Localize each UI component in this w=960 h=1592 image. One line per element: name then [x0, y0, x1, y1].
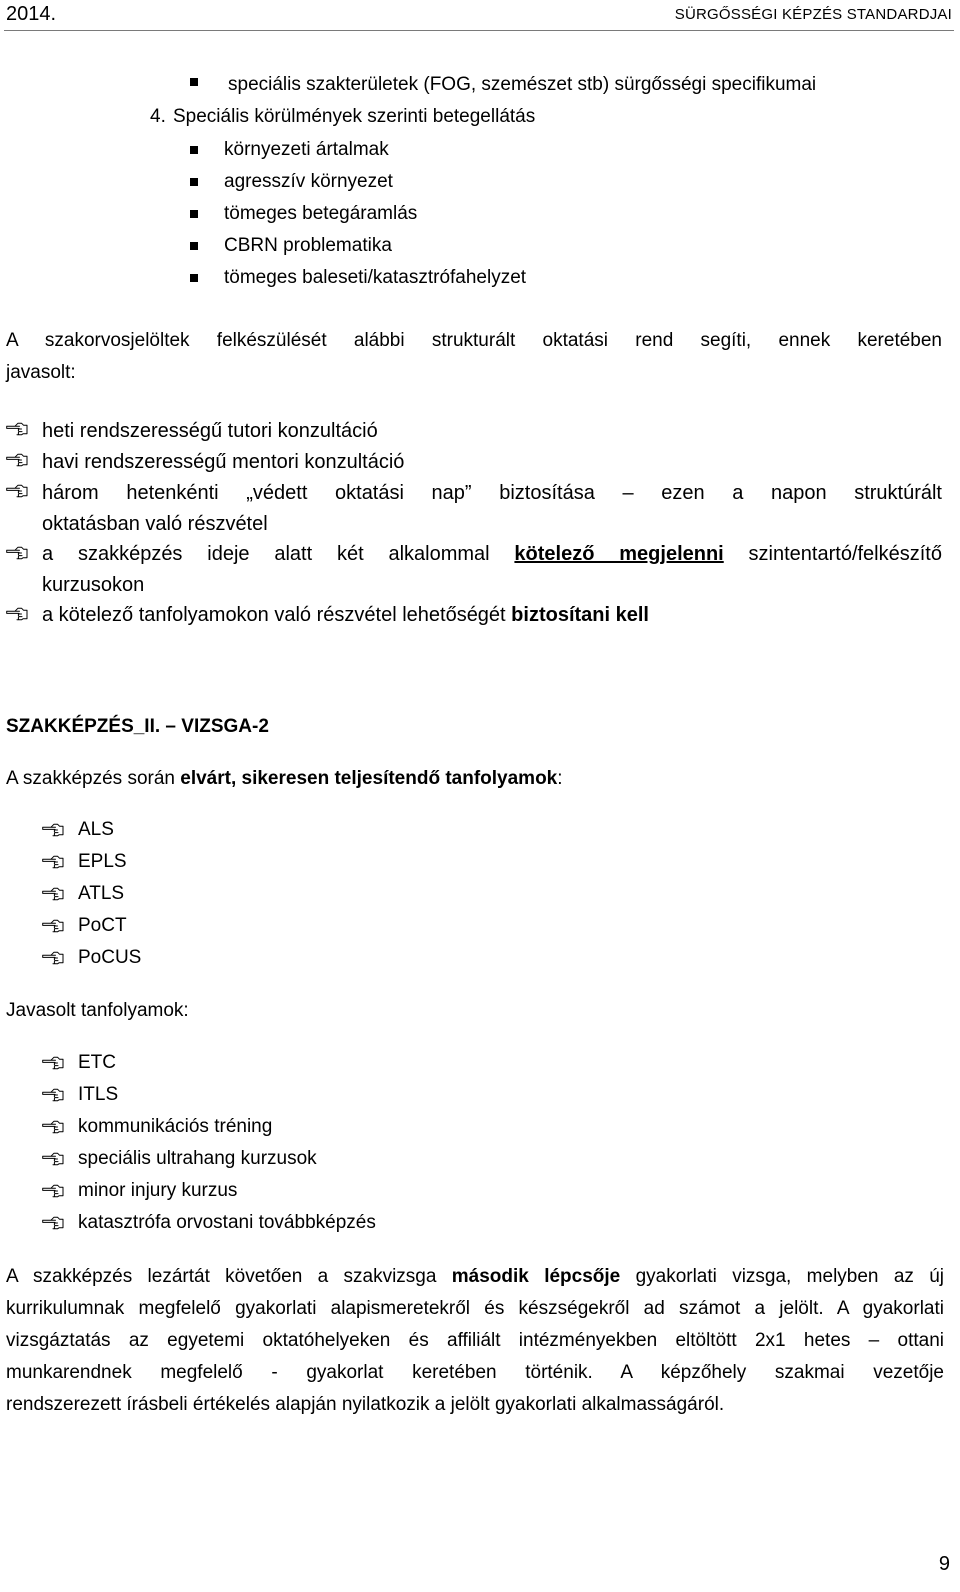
list-item: heti rendszerességű tutori konzultáció [42, 420, 378, 442]
list-item: három hetenkénti „védett oktatási nap” biztosítása – ezen a napon struktúrált [42, 482, 942, 504]
course-item: ETC [78, 1052, 116, 1073]
emphasis-bold: második lépcsője [451, 1266, 621, 1287]
square-bullet-icon [190, 274, 198, 282]
pointing-hand-icon [42, 1216, 64, 1230]
square-bullet-icon [190, 78, 198, 86]
paragraph-line: vizsgáztatás az egyetemi oktatóhelyeken és affiliált intézményekben eltöltött 2x1 hetes – ottani [6, 1330, 944, 1351]
pointing-hand-icon [6, 607, 28, 621]
bullet-item: agresszív környezet [224, 171, 393, 192]
course-item: ALS [78, 819, 114, 840]
bullet-item: tömeges betegáramlás [224, 203, 418, 224]
header-divider [4, 30, 954, 31]
square-bullet-icon [190, 146, 198, 154]
page-number: 9 [938, 1553, 950, 1575]
bullet-item: környezeti ártalmak [224, 139, 389, 160]
pointing-hand-icon [42, 855, 64, 869]
paragraph-line: munkarendnek megfelelő - gyakorlat keretében történik. A képzőhely szakmai vezetője [6, 1362, 944, 1383]
paragraph-line: rendszerezett írásbeli értékelés alapján nyilatkozik a jelölt gyakorlati alkalmasságáról. [6, 1394, 725, 1415]
header-title: SÜRGŐSSÉGI KÉPZÉS STANDARDJAI [674, 6, 952, 23]
course-item: ATLS [78, 883, 125, 904]
course-item: ITLS [78, 1084, 119, 1105]
pointing-hand-icon [6, 484, 28, 498]
list-item: a kötelező tanfolyamokon való részvétel lehetőségét biztosítani kell [42, 604, 649, 626]
bullet-item: speciális szakterületek (FOG, szemészet stb) sürgősségi specifikumai [228, 74, 817, 95]
list-item-continuation: kurzusokon [42, 574, 145, 596]
emphasis-bold: biztosítani kell [511, 604, 649, 626]
pointing-hand-icon [6, 546, 28, 560]
bullet-item: CBRN problematika [224, 235, 392, 256]
square-bullet-icon [190, 210, 198, 218]
pointing-hand-icon [6, 422, 28, 436]
square-bullet-icon [190, 242, 198, 250]
numbered-item-text: Speciális körülmények szerinti betegellátás [173, 106, 536, 127]
paragraph-line: A szakképzés lezártát követően a szakvizsga második lépcsője gyakorlati vizsga, melyben az új [6, 1266, 944, 1287]
numbered-item-number: 4. [150, 106, 166, 127]
list-item: havi rendszerességű mentori konzultáció [42, 451, 405, 473]
emphasis-bold: elvárt, sikeresen teljesítendő tanfolyamok [180, 768, 558, 789]
bullet-item: tömeges baleseti/katasztrófahelyzet [224, 267, 527, 288]
course-item: speciális ultrahang kurzusok [78, 1148, 317, 1169]
course-item: kommunikációs tréning [78, 1116, 273, 1137]
section-heading: SZAKKÉPZÉS_II. – VIZSGA-2 [6, 716, 269, 737]
emphasis-underlined: kötelező megjelenni [514, 543, 724, 565]
pointing-hand-icon [42, 1056, 64, 1070]
list-item: a szakképzés ideje alatt két alkalommal kötelező megjelenni szintentartó/felkészítő [42, 543, 942, 565]
course-item: PoCUS [78, 947, 142, 968]
list-item-continuation: oktatásban való részvétel [42, 513, 268, 535]
course-item: PoCT [78, 915, 127, 936]
course-item: katasztrófa orvostani továbbképzés [78, 1212, 376, 1233]
header-year: 2014. [6, 3, 57, 25]
recommended-label: Javasolt tanfolyamok: [6, 1000, 189, 1021]
pointing-hand-icon [42, 1088, 64, 1102]
pointing-hand-icon [6, 453, 28, 467]
paragraph-line: A szakorvosjelöltek felkészülését alábbi strukturált oktatási rend segíti, ennek keretében [6, 330, 942, 351]
pointing-hand-icon [42, 919, 64, 933]
pointing-hand-icon [42, 951, 64, 965]
pointing-hand-icon [42, 1120, 64, 1134]
course-item: minor injury kurzus [78, 1180, 238, 1201]
course-item: EPLS [78, 851, 127, 872]
pointing-hand-icon [42, 1152, 64, 1166]
section-intro: A szakképzés során elvárt, sikeresen teljesítendő tanfolyamok: [6, 768, 563, 789]
pointing-hand-icon [42, 887, 64, 901]
paragraph-line: kurrikulumnak megfelelő gyakorlati alapismeretekről és készségekről ad számot a jelölt. A gyakorlati [6, 1298, 944, 1319]
square-bullet-icon [190, 178, 198, 186]
pointing-hand-icon [42, 1184, 64, 1198]
paragraph-line: javasolt: [6, 362, 76, 383]
pointing-hand-icon [42, 823, 64, 837]
